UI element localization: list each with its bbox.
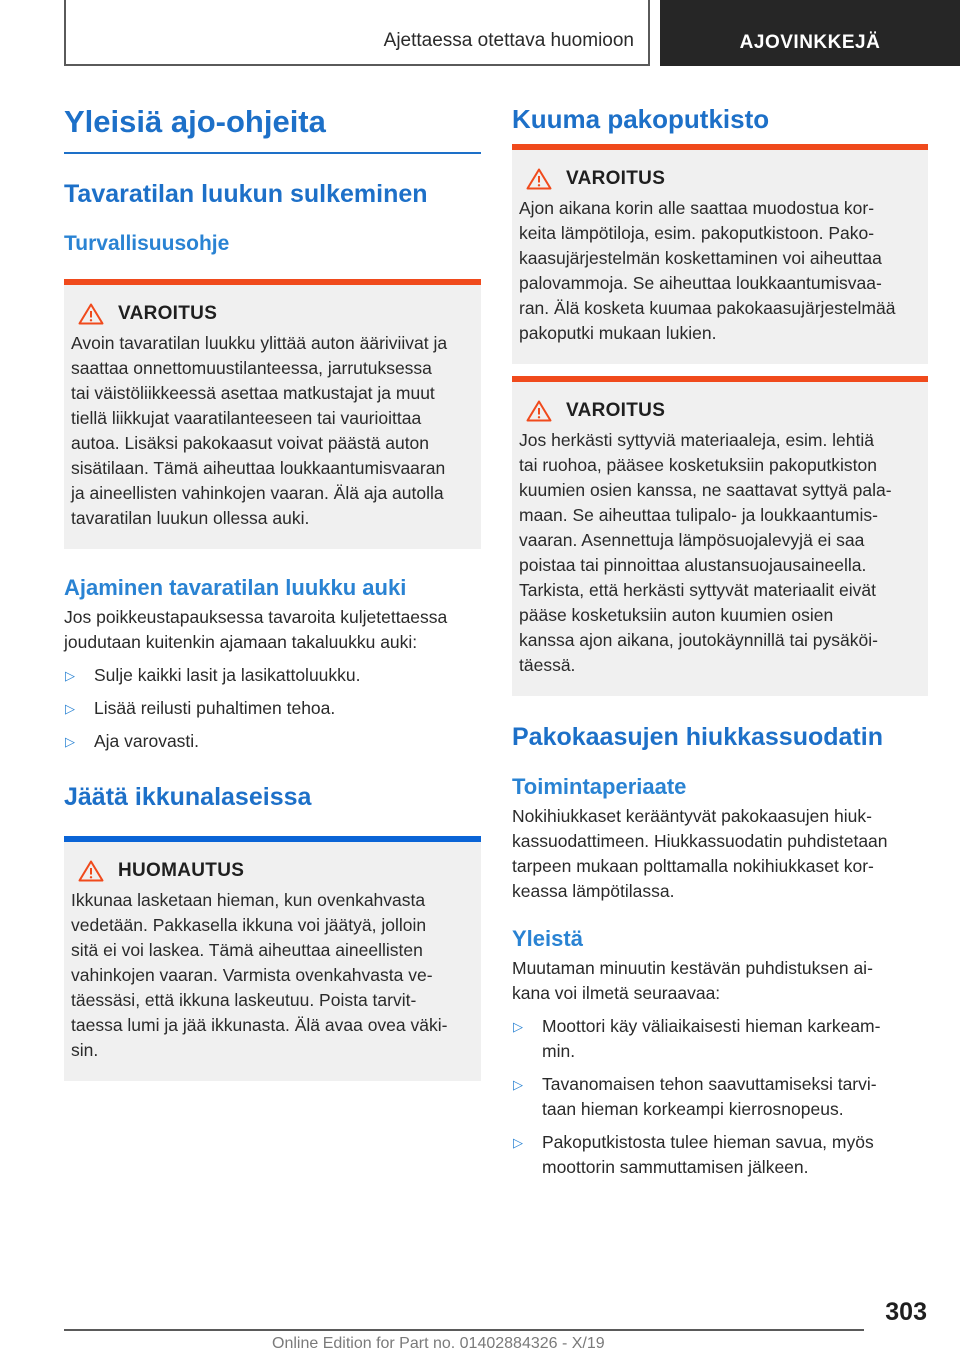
bullet-triangle-icon: ▷ xyxy=(513,1019,523,1034)
footer-edition-text: Online Edition for Part no. 01402884326 - X/19 xyxy=(272,1335,605,1352)
bullet-triangle-icon: ▷ xyxy=(513,1135,523,1150)
list-item-text: Aja varovasti. xyxy=(94,731,200,751)
header-section-tab xyxy=(64,0,650,66)
list-item xyxy=(64,729,481,754)
heading-particle-filter: Pakokaasujen hiukkassuodatin xyxy=(512,723,883,751)
header-chapter-title: AJOVINKKEJÄ xyxy=(739,32,881,53)
text-line: pääse kosketuksiin auton kuumien osien xyxy=(519,605,834,625)
warning-title xyxy=(526,168,920,190)
warning-triangle-icon xyxy=(526,400,552,422)
list-item xyxy=(64,663,481,688)
warning-box-flammable xyxy=(512,376,928,696)
notice-label: HUOMAUTUS xyxy=(118,860,245,881)
text-line: tai väistöliikkeessä asettaa matkustajat ja muut xyxy=(71,383,435,403)
warning-label: VAROITUS xyxy=(566,400,666,421)
text-line: vedetään. Pakkasella ikkuna voi jäätyä, jolloin xyxy=(71,915,427,935)
list-item xyxy=(512,1014,928,1064)
text-line: tiellä liikkujat vaaratilanteeseen tai vaurioittaa xyxy=(71,408,422,428)
heading-hot-exhaust: Kuuma pakoputkisto xyxy=(512,104,770,134)
heading-principle: Toimintaperiaate xyxy=(512,774,687,799)
text-line: Jos herkästi syttyviä materiaaleja, esim. lehtiä xyxy=(519,430,874,450)
notice-text xyxy=(71,888,473,1063)
list-item-text: Moottori käy väliaikaisesti hieman karkeam- xyxy=(542,1016,881,1036)
warning-text xyxy=(71,331,473,531)
text-line: kana voi ilmetä seuraavaa: xyxy=(512,983,721,1003)
text-line: taessa lumi ja jää ikkunasta. Älä avaa ovea väki- xyxy=(71,1015,448,1035)
warning-text xyxy=(519,428,920,678)
heading-driving-open: Ajaminen tavaratilan luukku auki xyxy=(64,575,407,600)
text-line: ran. Älä kosketa kuumaa pakokaasujärjestelmää xyxy=(519,298,896,318)
text-line: Avoin tavaratilan luukku ylittää auton ääriviivat ja xyxy=(71,333,448,353)
page-number: 303 xyxy=(885,1298,927,1326)
text-line: kanssa ajon aikana, joutokäynnillä tai pysäköi- xyxy=(519,630,878,650)
heading-ice-windows: Jäätä ikkunalaseissa xyxy=(64,783,312,811)
warning-box-trunk xyxy=(64,279,481,549)
heading-general: Yleistä xyxy=(512,926,583,951)
header-chapter-tab xyxy=(660,0,960,66)
warning-title xyxy=(526,400,920,422)
text-line: tai ruohoa, pääsee kosketuksiin pakoputkiston xyxy=(519,455,878,475)
text-line: tavaratilan luukun ollessa auki. xyxy=(71,508,310,528)
text-line: Ajon aikana korin alle saattaa muodostua kor- xyxy=(519,198,875,218)
text-line: poistaa tai pinnoittaa alustansuojausaineella. xyxy=(519,555,867,575)
heading-safety-note: Turvallisuusohje xyxy=(64,232,230,255)
text-line: ja aineellisten vahinkojen vaaran. Älä aja autolla xyxy=(71,483,444,503)
text-line: kassuodattimeen. Hiukkassuodatin puhdistetaan xyxy=(512,831,888,851)
text-line: pakoputki mukaan lukien. xyxy=(519,323,717,343)
text-line: saattaa onnettomuustilanteessa, jarrutuksessa xyxy=(71,358,432,378)
text-line: joudutaan kuitenkin ajamaan takaluukku auki: xyxy=(64,632,418,652)
text-line: sitä ei voi laskea. Tämä aiheuttaa aineellisten xyxy=(71,940,423,960)
paragraph-open xyxy=(64,605,481,655)
list-item-text: Sulje kaikki lasit ja lasikattoluukku. xyxy=(94,665,361,685)
text-line: palovammoja. Se aiheuttaa loukkaantumisvaa- xyxy=(519,273,882,293)
text-line: Muutaman minuutin kestävän puhdistuksen ai- xyxy=(512,958,873,978)
text-line: täessä. xyxy=(519,655,576,675)
list-item xyxy=(64,696,481,721)
bullet-triangle-icon: ▷ xyxy=(65,734,75,749)
footer-divider xyxy=(64,1329,864,1331)
text-line: tarpeen mukaan polttamalla nokihiukkaset kor- xyxy=(512,856,874,876)
text-line: vaaran. Asennettuja lämpösuojalevyjä ei saa xyxy=(519,530,865,550)
list-item-text: Lisää reilusti puhaltimen tehoa. xyxy=(94,698,336,718)
list-item-text: Pakoputkistosta tulee hieman savua, myös xyxy=(542,1132,874,1152)
warning-triangle-icon xyxy=(78,303,104,325)
left-column xyxy=(64,100,481,1081)
text-line: vahinkojen vaaran. Varmista ovenkahvasta ve- xyxy=(71,965,433,985)
warning-triangle-icon xyxy=(78,860,104,882)
warning-triangle-icon xyxy=(526,168,552,190)
text-line: täessäsi, että ikkuna laskeutuu. Poista tarvit- xyxy=(71,990,417,1010)
list-item-text: min. xyxy=(542,1041,576,1061)
paragraph-general xyxy=(512,956,928,1006)
list-item-text: taan hieman korkeampi kierrosnopeus. xyxy=(542,1099,844,1119)
text-line: autoa. Lisäksi pakokaasut voivat päästä auton xyxy=(71,433,430,453)
notice-title xyxy=(78,860,473,882)
text-line: Jos poikkeustapauksessa tavaroita kuljetettaessa xyxy=(64,607,448,627)
text-line: kuumien osien kanssa, ne saattavat syttyä pala- xyxy=(519,480,892,500)
text-line: maan. Se aiheuttaa tulipalo- ja loukkaantumis- xyxy=(519,505,878,525)
right-column xyxy=(512,100,928,1180)
text-line: Tarkista, että herkästi syttyvät materiaalit eivät xyxy=(519,580,876,600)
warning-label: VAROITUS xyxy=(566,168,666,189)
text-line: kaasujärjestelmän koskettaminen voi aiheuttaa xyxy=(519,248,882,268)
bullet-triangle-icon: ▷ xyxy=(65,701,75,716)
bullet-triangle-icon: ▷ xyxy=(513,1077,523,1092)
text-line: Ikkunaa lasketaan hieman, kun ovenkahvasta xyxy=(71,890,426,910)
list-item xyxy=(512,1130,928,1180)
text-line: keassa lämpötilassa. xyxy=(512,881,675,901)
list-item-text: moottorin sammuttamisen jälkeen. xyxy=(542,1157,809,1177)
paragraph-principle xyxy=(512,804,928,904)
bullet-list-general xyxy=(512,1014,928,1180)
text-line: Nokihiukkaset kerääntyvät pakokaasujen hiuk- xyxy=(512,806,872,826)
list-item xyxy=(512,1072,928,1122)
warning-label: VAROITUS xyxy=(118,303,218,324)
notice-box-ice xyxy=(64,836,481,1081)
text-line: sin. xyxy=(71,1040,99,1060)
bullet-triangle-icon: ▷ xyxy=(65,668,75,683)
warning-title xyxy=(78,303,473,325)
heading-trunk-closing: Tavaratilan luukun sulkeminen xyxy=(64,180,428,208)
list-item-text: Tavanomaisen tehon saavuttamiseksi tarvi- xyxy=(542,1074,877,1094)
warning-box-hot-exhaust xyxy=(512,144,928,364)
header-section-title: Ajettaessa otettava huomioon xyxy=(383,30,634,51)
bullet-list-open xyxy=(64,663,481,754)
page-title: Yleisiä ajo-ohjeita xyxy=(64,100,481,154)
warning-text xyxy=(519,196,920,346)
text-line: sisätilaan. Tämä aiheuttaa loukkaantumisvaaran xyxy=(71,458,446,478)
text-line: keita lämpötiloja, esim. pakoputkistoon. Pako- xyxy=(519,223,875,243)
